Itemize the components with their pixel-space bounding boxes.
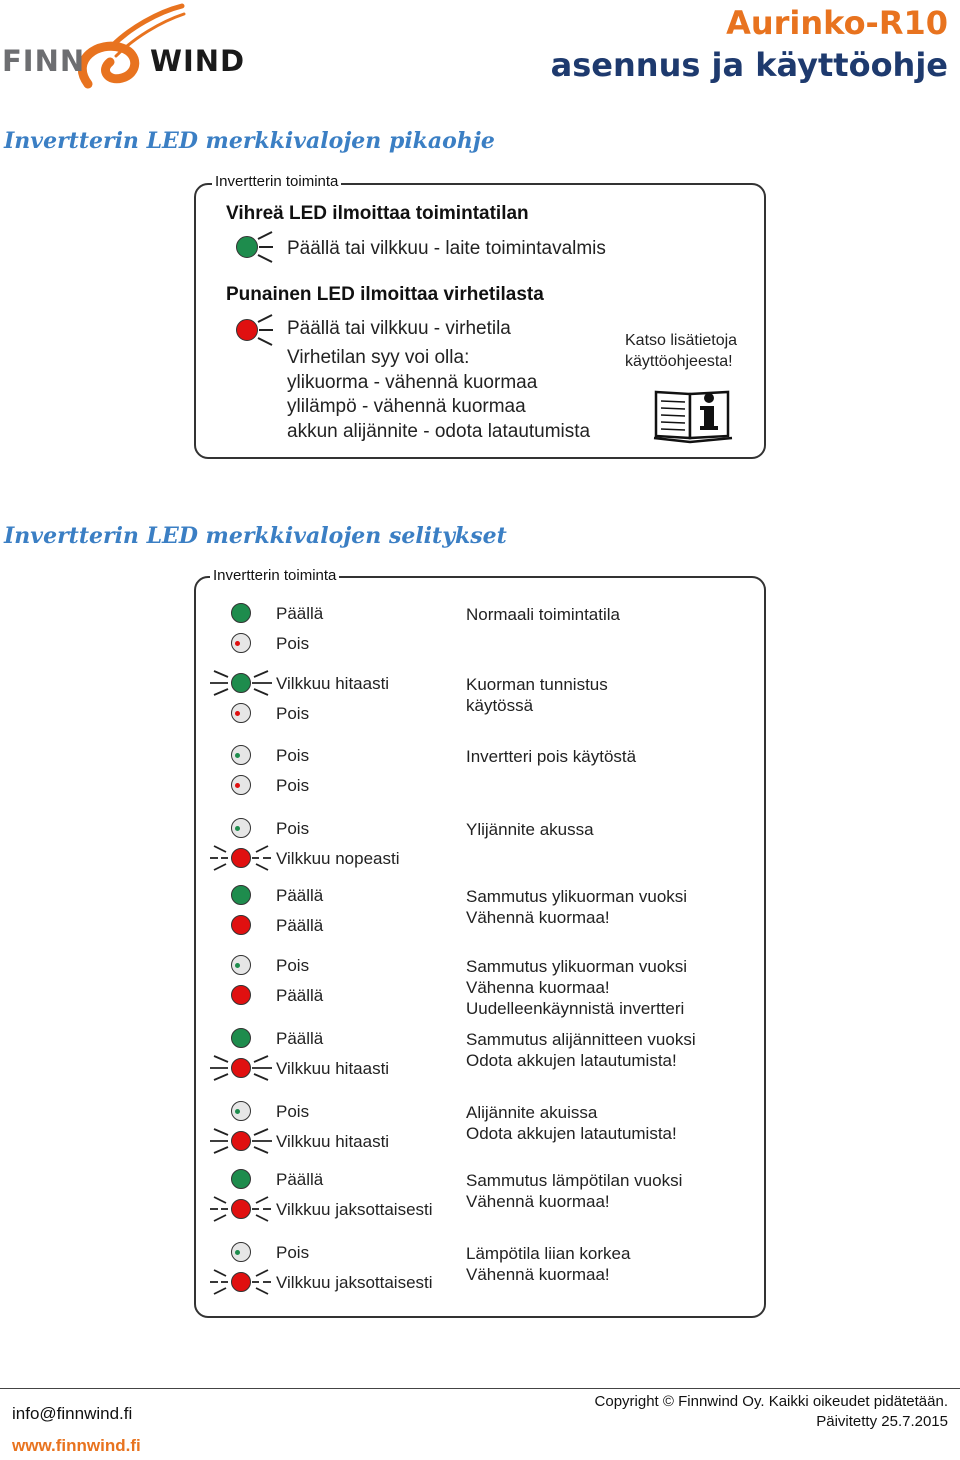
red-led-state-label: Vilkkuu hitaasti <box>276 1132 390 1151</box>
product-title: Aurinko-R10 <box>726 4 948 42</box>
green-led-state-label: Pois <box>276 1102 310 1121</box>
led-meaning-line: Sammutus alijännitteen vuoksi <box>466 1030 696 1049</box>
led-meaning-line: Sammutus ylikuorman vuoksi <box>466 957 688 976</box>
red-led-state-label: Pois <box>276 776 310 795</box>
manual-note-line-2: käyttöohjeesta! <box>625 353 733 370</box>
green-led-icon <box>231 603 251 623</box>
led-meaning-line: Odota akkujen latautumista! <box>466 1051 677 1070</box>
led-meaning-line: Vähennä kuormaa! <box>466 1265 610 1284</box>
red-led-icon <box>231 1199 251 1219</box>
led-meaning <box>466 674 608 716</box>
quick-guide-heading: Invertterin LED merkkivalojen pikaohje <box>4 128 495 154</box>
red-led-line-2: Virhetilan syy voi olla: <box>287 347 470 368</box>
footer-email[interactable]: info@finnwind.fi <box>12 1404 133 1423</box>
footer-website-link[interactable]: www.finnwind.fi <box>12 1436 141 1455</box>
green-led-icon <box>231 673 251 693</box>
manual-note-line-1: Katso lisätietoja <box>625 332 738 349</box>
red-led-line-3: ylikuorma - vähennä kuormaa <box>287 372 538 393</box>
green-led-state-label: Pois <box>276 1243 310 1262</box>
open-book-info-icon <box>652 384 734 444</box>
red-led-state-label: Vilkkuu hitaasti <box>276 1059 390 1078</box>
led-light-rays-icon <box>256 313 276 347</box>
led-meaning <box>466 1243 630 1285</box>
red-led-state-label: Pois <box>276 634 310 653</box>
logo-text-finn: FINN <box>2 44 86 78</box>
green-led-icon <box>231 1169 251 1189</box>
red-led-icon <box>231 1058 251 1078</box>
led-meaning <box>466 956 687 1019</box>
green-led-state-label: Pois <box>276 746 310 765</box>
red-led-icon <box>231 633 251 653</box>
led-meaning-line: Kuorman tunnistus <box>466 675 608 694</box>
led-meaning <box>466 819 594 840</box>
red-led-state-label: Vilkkuu jaksottaisesti <box>276 1200 433 1219</box>
green-led-state-label: Pois <box>276 819 310 838</box>
led-meaning-line: Normaali toimintatila <box>466 605 620 624</box>
green-led-icon <box>231 1242 251 1262</box>
led-meaning <box>466 746 636 767</box>
led-meaning-line: Vähennä kuormaa! <box>466 1192 610 1211</box>
red-led-state-label: Vilkkuu nopeasti <box>276 849 400 868</box>
red-led-line-5: akkun alijännite - odota latautumista <box>287 421 591 442</box>
led-meaning-line: Lämpötila liian korkea <box>466 1244 631 1263</box>
green-led-icon <box>231 1028 251 1048</box>
led-meaning-line: Vähennä kuormaa! <box>466 908 610 927</box>
red-led-icon <box>231 985 251 1005</box>
led-meaning <box>466 886 687 928</box>
green-led-title: Vihreä LED ilmoittaa toimintatilan <box>226 203 529 224</box>
green-led-state-label: Pois <box>276 956 310 975</box>
led-meaning-line: käytössä <box>466 696 534 715</box>
green-led-state-label: Päällä <box>276 886 324 905</box>
red-led-icon <box>231 1131 251 1151</box>
green-led-state-label: Vilkkuu hitaasti <box>276 674 390 693</box>
green-led-icon <box>231 745 251 765</box>
led-meaning-line: Ylijännite akussa <box>466 820 594 839</box>
green-led-state-label: Päällä <box>276 1029 324 1048</box>
red-led-line-1: Päällä tai vilkkuu - virhetila <box>287 318 511 339</box>
green-led-icon <box>231 955 251 975</box>
red-led-state-label: Päällä <box>276 986 324 1005</box>
green-led-icon <box>236 236 258 258</box>
document-subtitle: asennus ja käyttöohje <box>550 46 948 84</box>
red-led-line-4: ylilämpö - vähennä kuormaa <box>287 396 526 417</box>
quick-guide-legend: Invertterin toiminta <box>212 173 341 190</box>
led-meaning-line: Alijännite akuissa <box>466 1103 598 1122</box>
red-led-title: Punainen LED ilmoittaa virhetilasta <box>226 284 544 305</box>
red-led-icon <box>231 1272 251 1292</box>
finnwind-logo <box>0 0 270 95</box>
green-led-icon <box>231 818 251 838</box>
led-meaning-line: Invertteri pois käytöstä <box>466 747 637 766</box>
led-meaning <box>466 604 620 625</box>
led-light-rays-icon <box>256 230 276 264</box>
led-meaning-line: Vähenna kuormaa! <box>466 978 610 997</box>
green-led-state-label: Päällä <box>276 604 324 623</box>
red-led-icon <box>231 915 251 935</box>
red-led-icon <box>236 319 258 341</box>
red-led-state-label: Pois <box>276 704 310 723</box>
red-led-icon <box>231 775 251 795</box>
led-meaning-line: Sammutus ylikuorman vuoksi <box>466 887 688 906</box>
led-meaning-line: Sammutus lämpötilan vuoksi <box>466 1171 683 1190</box>
explanations-legend: Invertterin toiminta <box>210 567 339 584</box>
footer-divider <box>0 1388 960 1389</box>
led-meaning <box>466 1029 696 1071</box>
red-led-icon <box>231 848 251 868</box>
led-meaning <box>466 1102 677 1144</box>
footer-updated-date: Päivitetty 25.7.2015 <box>816 1413 948 1430</box>
red-led-state-label: Päällä <box>276 916 324 935</box>
green-led-icon <box>231 885 251 905</box>
green-led-description: Päällä tai vilkkuu - laite toimintavalmis <box>287 238 606 259</box>
logo-text-wind: WIND <box>150 44 246 78</box>
green-led-state-label: Päällä <box>276 1170 324 1189</box>
footer-copyright: Copyright © Finnwind Oy. Kaikki oikeudet pidätetään. <box>594 1393 948 1410</box>
red-led-icon <box>231 703 251 723</box>
led-meaning <box>466 1170 682 1212</box>
led-meaning-line: Odota akkujen latautumista! <box>466 1124 677 1143</box>
explanations-heading: Invertterin LED merkkivalojen selitykset <box>4 523 507 549</box>
red-led-state-label: Vilkkuu jaksottaisesti <box>276 1273 433 1292</box>
green-led-icon <box>231 1101 251 1121</box>
manual-note <box>625 330 737 372</box>
led-meaning-line: Uudelleenkäynnistä invertteri <box>466 999 685 1018</box>
